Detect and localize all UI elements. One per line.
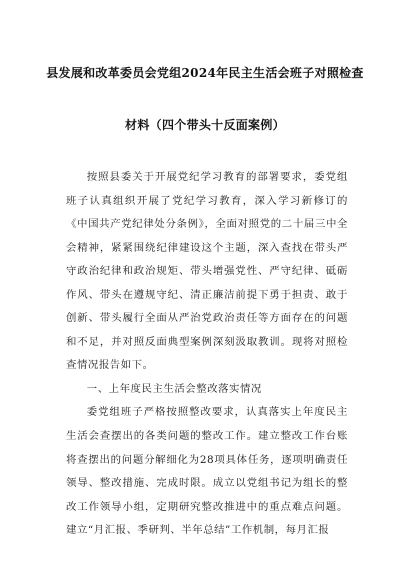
section-1-paragraph: 委党组班子严格按照整改要求，认真落实上年度民主生活会查摆出的各类问题的整改工作。建立整改工作台账将查摆出的问题分解细化为28项具体任务，逐项明确责任领导、整改措施、完成时限。成立以党组书记为组长的整改工作领导小组，定期研究整改推进中的重点难点问题。建立“月汇报、季研判、半年总结”工作机制，每月汇报: [66, 406, 348, 537]
document-title-line-2: 材料（四个带头十反面案例）: [125, 118, 285, 132]
intro-paragraph: 按照县委关于开展党纪学习教育的部署要求，委党组班子认真组织开展了党纪学习教育，深入学习新修订的《中国共产党纪律处分条例》，全面对照党的二十届三中全会精神，紧紧围绕纪律建设这个主题，深入查找在带头严守政治纪律和政治规矩、带头增强党性、严守纪律、砥砺作风、带头在遵规守纪、清正廉洁前提下勇于担责、敢于创新、带头履行全面从严治党政治责任等方面存在的问题和不足，并对照反面典型案例深刻汲取教训。现将对照检查情况报告如下。: [66, 171, 348, 372]
document-title-line-1: 县发展和改革委员会党组2024年民主生活会班子对照检查: [46, 66, 364, 80]
section-heading-1: 一、上年度民主生活会整改落实情况: [86, 382, 262, 395]
document-body: [66, 166, 348, 543]
